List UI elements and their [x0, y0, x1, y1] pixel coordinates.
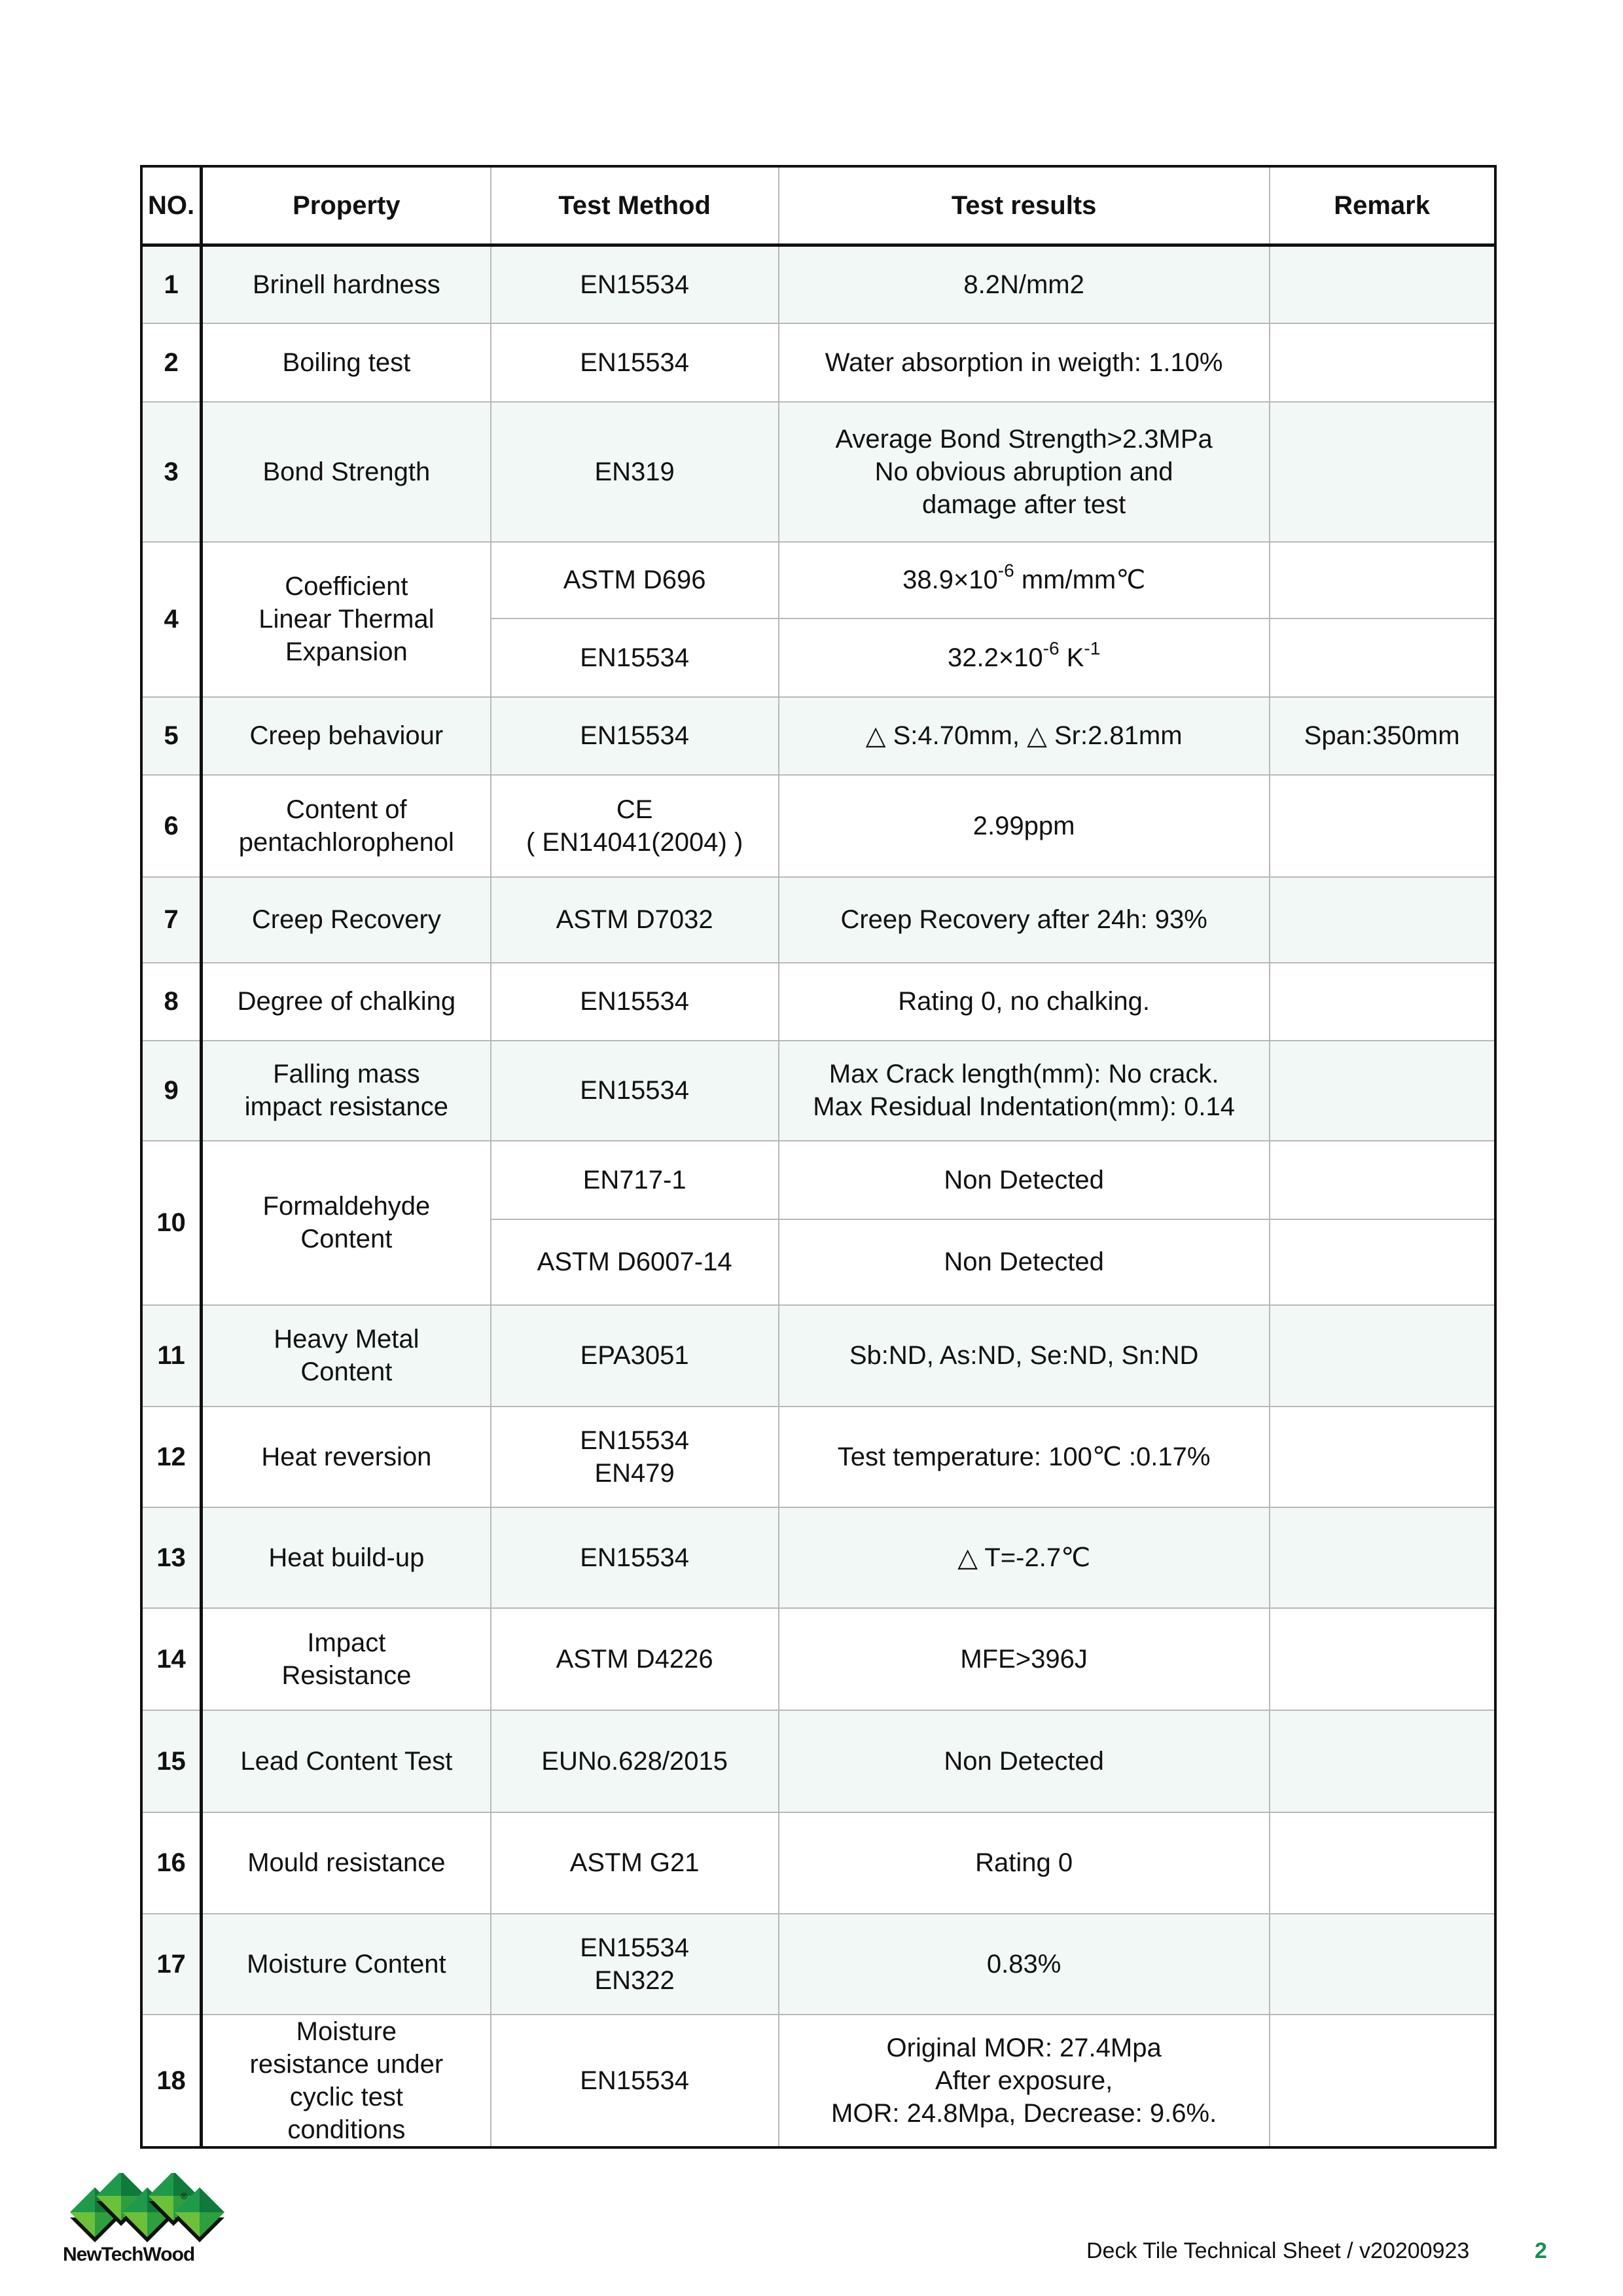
remark-cell: [1270, 542, 1495, 619]
table-header-row: [141, 166, 1495, 245]
property-cell: Heat reversion: [202, 1407, 491, 1507]
logo-diamond-facet: [200, 2187, 224, 2212]
property-cell: Lead Content Test: [202, 1710, 491, 1812]
test-result-cell: Water absorption in weigth: 1.10%: [779, 323, 1270, 402]
property-cell: Impact Resistance: [202, 1608, 491, 1710]
row-number: 16: [141, 1812, 202, 1914]
remark-cell: [1270, 323, 1495, 402]
test-method-cell: EN15534: [491, 2015, 779, 2147]
remark-cell: [1270, 245, 1495, 323]
remark-cell: [1270, 1041, 1495, 1141]
remark-cell: [1270, 775, 1495, 877]
property-cell: Moisture Content: [202, 1914, 491, 2015]
test-result-cell: [779, 542, 1270, 619]
property-cell: Boiling test: [202, 323, 491, 402]
property-cell: Heat build-up: [202, 1507, 491, 1608]
property-cell: Creep behaviour: [202, 697, 491, 775]
test-result-cell: Rating 0, no chalking.: [779, 963, 1270, 1041]
row-number: 4: [141, 542, 202, 697]
test-method-cell: EN717-1: [491, 1141, 779, 1219]
table-row: [141, 963, 1495, 1041]
test-method-cell: EN15534: [491, 323, 779, 402]
remark-cell: [1270, 1812, 1495, 1914]
svg-text:®: ®: [181, 2191, 188, 2201]
test-result-cell: △ T=-2.7℃: [779, 1507, 1270, 1608]
test-result-cell: [779, 619, 1270, 697]
remark-cell: [1270, 1407, 1495, 1507]
test-result-cell: Original MOR: 27.4Mpa After exposure, MOR: 24.8Mpa, Decrease: 9.6%.: [779, 2015, 1270, 2147]
remark-cell: [1270, 1710, 1495, 1812]
table-row: [141, 1812, 1495, 1914]
property-cell: Content of pentachlorophenol: [202, 775, 491, 877]
row-number: 6: [141, 775, 202, 877]
table-row: [141, 245, 1495, 323]
property-cell: Formaldehyde Content: [202, 1141, 491, 1305]
test-result-cell: Non Detected: [779, 1710, 1270, 1812]
result-text: mm/mm℃: [1014, 565, 1146, 594]
remark-cell: [1270, 402, 1495, 542]
row-number: 12: [141, 1407, 202, 1507]
remark-cell: [1270, 1507, 1495, 1608]
result-text: 32.2×10: [947, 643, 1043, 672]
row-number: 11: [141, 1305, 202, 1407]
row-number: 5: [141, 697, 202, 775]
test-method-cell: EN15534: [491, 245, 779, 323]
row-number: 1: [141, 245, 202, 323]
remark-cell: [1270, 963, 1495, 1041]
remark-cell: [1270, 877, 1495, 963]
property-cell: Brinell hardness: [202, 245, 491, 323]
property-cell: Heavy Metal Content: [202, 1305, 491, 1407]
page-number: 2: [1535, 2238, 1547, 2263]
remark-cell: [1270, 1219, 1495, 1305]
property-cell: Bond Strength: [202, 402, 491, 542]
header-test-method: Test Method: [491, 166, 779, 245]
document-title: Deck Tile Technical Sheet / v20200923: [1086, 2238, 1470, 2263]
superscript: -1: [1084, 637, 1101, 658]
row-number: 17: [141, 1914, 202, 2015]
header-remark: Remark: [1270, 166, 1495, 245]
test-result-cell: 8.2N/mm2: [779, 245, 1270, 323]
property-cell: Coefficient Linear Thermal Expansion: [202, 542, 491, 697]
test-result-cell: Non Detected: [779, 1141, 1270, 1219]
property-cell: Degree of chalking: [202, 963, 491, 1041]
table-row: [141, 1710, 1495, 1812]
test-result-cell: Max Crack length(mm): No crack. Max Residual Indentation(mm): 0.14: [779, 1041, 1270, 1141]
property-cell: Moisture resistance under cyclic test conditions: [202, 2015, 491, 2147]
remark-cell: [1270, 1608, 1495, 1710]
test-method-cell: ASTM D7032: [491, 877, 779, 963]
test-method-cell: EPA3051: [491, 1305, 779, 1407]
result-text: 38.9×10: [902, 565, 998, 594]
remark-cell: [1270, 1914, 1495, 2015]
test-result-cell: MFE>396J: [779, 1608, 1270, 1710]
remark-cell: [1270, 1305, 1495, 1407]
test-result-cell: Average Bond Strength>2.3MPa No obvious abruption and damage after test: [779, 402, 1270, 542]
row-number: 7: [141, 877, 202, 963]
test-result-cell: Non Detected: [779, 1219, 1270, 1305]
row-number: 15: [141, 1710, 202, 1812]
table-row: [141, 1141, 1495, 1219]
test-method-cell: EN15534: [491, 697, 779, 775]
test-result-cell: Sb:ND, As:ND, Se:ND, Sn:ND: [779, 1305, 1270, 1407]
result-text: K: [1059, 643, 1084, 672]
test-method-cell: EN15534 EN322: [491, 1914, 779, 2015]
test-method-cell: EUNo.628/2015: [491, 1710, 779, 1812]
table-row: [141, 775, 1495, 877]
table-row: [141, 1914, 1495, 2015]
table-row: [141, 877, 1495, 963]
remark-cell: [1270, 619, 1495, 697]
row-number: 2: [141, 323, 202, 402]
test-result-cell: Test temperature: 100℃ :0.17%: [779, 1407, 1270, 1507]
row-number: 13: [141, 1507, 202, 1608]
table-row: [141, 1407, 1495, 1507]
table-row: [141, 2015, 1495, 2147]
test-method-cell: EN15534: [491, 619, 779, 697]
row-number: 3: [141, 402, 202, 542]
header-test-results: Test results: [779, 166, 1270, 245]
superscript: -6: [1043, 637, 1060, 658]
test-method-cell: EN15534: [491, 963, 779, 1041]
property-cell: Creep Recovery: [202, 877, 491, 963]
test-method-cell: ASTM D4226: [491, 1608, 779, 1710]
table-row: [141, 402, 1495, 542]
table-row: [141, 1041, 1495, 1141]
logo-diamond-facet: [70, 2187, 95, 2212]
remark-cell: [1270, 1141, 1495, 1219]
table-row: [141, 1608, 1495, 1710]
logo-diamond-facet: [149, 2173, 173, 2196]
test-result-cell: Rating 0: [779, 1812, 1270, 1914]
test-method-cell: ASTM D696: [491, 542, 779, 619]
test-method-cell: ASTM D6007-14: [491, 1219, 779, 1305]
table-row: [141, 1305, 1495, 1407]
test-result-cell: △ S:4.70mm, △ Sr:2.81mm: [779, 697, 1270, 775]
test-method-cell: EN15534 EN479: [491, 1407, 779, 1507]
test-result-cell: 2.99ppm: [779, 775, 1270, 877]
remark-cell: [1270, 2015, 1495, 2147]
row-number: 9: [141, 1041, 202, 1141]
superscript: -6: [997, 560, 1014, 581]
remark-cell: Span:350mm: [1270, 697, 1495, 775]
row-number: 14: [141, 1608, 202, 1710]
test-result-cell: Creep Recovery after 24h: 93%: [779, 877, 1270, 963]
header-no: NO.: [141, 166, 202, 245]
test-method-cell: CE ( EN14041(2004) ): [491, 775, 779, 877]
logo-wordmark: NewTechWood: [63, 2244, 195, 2265]
technical-properties-table: [140, 165, 1497, 2149]
row-number: 8: [141, 963, 202, 1041]
table-row: [141, 323, 1495, 402]
table-row: [141, 542, 1495, 619]
test-method-cell: ASTM G21: [491, 1812, 779, 1914]
table-row: [141, 1507, 1495, 1608]
row-number: 18: [141, 2015, 202, 2147]
test-method-cell: EN15534: [491, 1041, 779, 1141]
logo-diamond-facet: [96, 2173, 121, 2196]
property-cell: Mould resistance: [202, 1812, 491, 1914]
test-result-cell: 0.83%: [779, 1914, 1270, 2015]
table-row: [141, 697, 1495, 775]
property-cell: Falling mass impact resistance: [202, 1041, 491, 1141]
test-method-cell: EN319: [491, 402, 779, 542]
row-number: 10: [141, 1141, 202, 1305]
header-property: Property: [202, 166, 491, 245]
test-method-cell: EN15534: [491, 1507, 779, 1608]
